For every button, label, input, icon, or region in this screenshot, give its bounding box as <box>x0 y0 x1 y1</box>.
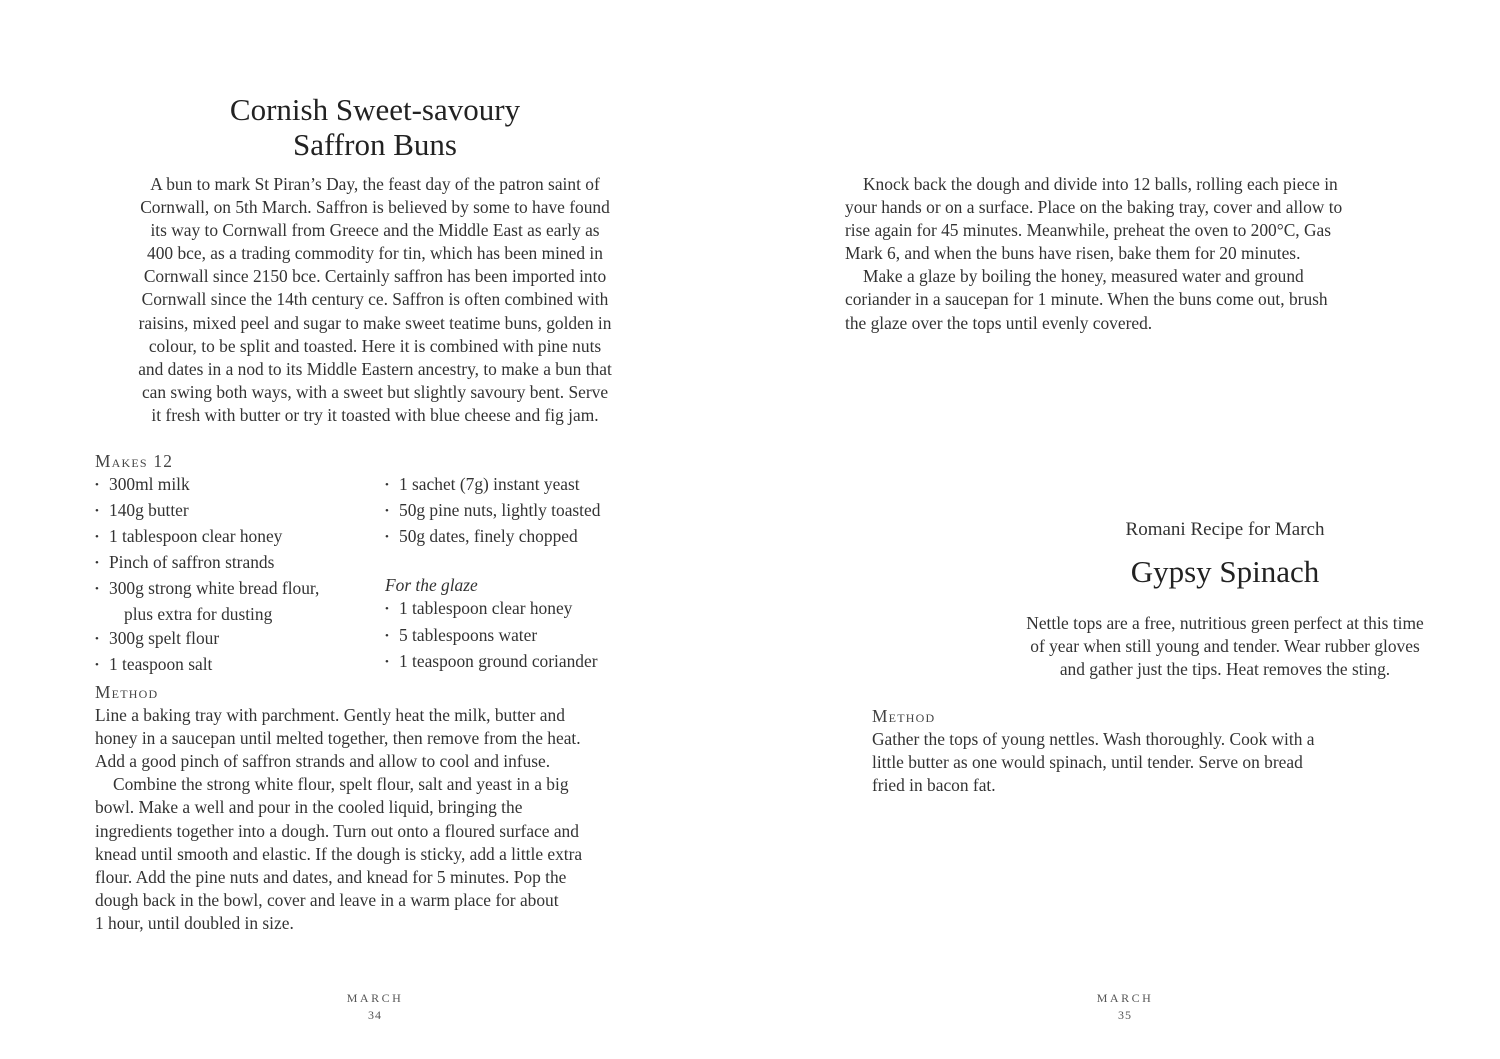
bullet-icon <box>95 653 109 679</box>
ingredients-column-2 <box>385 473 600 676</box>
intro-line: and dates in a nod to its Middle Eastern ancestry, to make a bun that <box>138 358 612 379</box>
footer-month: MARCH <box>1096 991 1154 1005</box>
ingredient-item: •1 sachet (7g) instant yeast <box>385 473 600 499</box>
ingredient-item: •300g strong white bread flour, <box>95 577 319 603</box>
intro-line: it fresh with butter or try it toasted with blue cheese and fig jam. <box>151 404 599 425</box>
bullet-icon <box>95 627 109 653</box>
ingredient-item: •1 tablespoon clear honey <box>95 525 319 551</box>
method-line: the glaze over the tops until evenly covered. <box>845 312 1153 333</box>
recipe-subtitle: Romani Recipe for March <box>1125 519 1325 540</box>
intro-line: of year when still young and tender. Wear rubber gloves <box>1030 636 1420 657</box>
ingredient-item: •1 teaspoon salt <box>95 653 319 679</box>
intro-line: raisins, mixed peel and sugar to make sweet teatime buns, golden in <box>138 312 612 333</box>
page-footer <box>1065 990 1185 1024</box>
glaze-ingredient: •5 tablespoons water <box>385 624 600 650</box>
page-number: 35 <box>1118 1008 1132 1022</box>
method-continuation <box>845 173 1342 335</box>
method-line: Mark 6, and when the buns have risen, bake them for 20 minutes. <box>845 243 1301 264</box>
method-line: knead until smooth and elastic. If the dough is sticky, add a little extra <box>95 843 583 864</box>
method-line: flour. Add the pine nuts and dates, and knead for 5 minutes. Pop the <box>95 866 567 887</box>
recipe-title <box>95 92 655 162</box>
page-footer <box>315 990 435 1024</box>
title-line: Saffron Buns <box>293 127 457 162</box>
method-line: Make a glaze by boiling the honey, measured water and ground <box>863 266 1304 287</box>
method-line: fried in bacon fat. <box>872 775 996 796</box>
bullet-icon <box>95 499 109 525</box>
bullet-icon <box>95 525 109 551</box>
method-line: ingredients together into a dough. Turn out onto a floured surface and <box>95 820 579 841</box>
intro-line: Cornwall since the 14th century ce. Saffron is often combined with <box>141 289 609 310</box>
method-section <box>95 681 582 935</box>
intro-line: A bun to mark St Piran’s Day, the feast day of the patron saint of <box>150 174 600 194</box>
glaze-ingredient: •1 teaspoon ground coriander <box>385 650 600 676</box>
bullet-icon <box>385 624 399 650</box>
recipe-title: Gypsy Spinach <box>1130 554 1320 589</box>
method-line: rise again for 45 minutes. Meanwhile, preheat the oven to 200°C, Gas <box>845 220 1332 241</box>
recipe-intro <box>95 173 655 427</box>
method-heading: Method <box>95 682 159 702</box>
title-line: Cornish Sweet-savoury <box>229 92 521 127</box>
bullet-icon <box>385 473 399 499</box>
bullet-icon <box>385 525 399 551</box>
method-line: Line a baking tray with parchment. Gently heat the milk, butter and <box>95 705 565 726</box>
ingredient-item: •140g butter <box>95 499 319 525</box>
intro-line: and gather just the tips. Heat removes the sting. <box>1059 659 1391 680</box>
method-line: bowl. Make a well and pour in the cooled liquid, bringing the <box>95 797 523 818</box>
method-section <box>872 705 1314 797</box>
ingredient-continuation: plus extra for dusting <box>124 604 273 625</box>
bullet-icon <box>385 499 399 525</box>
ingredients-column-1 <box>95 473 319 679</box>
recipe-intro <box>845 612 1500 681</box>
method-line: dough back in the bowl, cover and leave in a warm place for about <box>95 889 559 910</box>
right-page <box>750 0 1500 1059</box>
bullet-icon <box>95 473 109 499</box>
method-heading: Method <box>872 706 936 726</box>
intro-line: Nettle tops are a free, nutritious green perfect at this time <box>1026 613 1424 633</box>
page-number: 34 <box>368 1008 382 1022</box>
bullet-icon <box>95 551 109 577</box>
ingredient-item: •50g dates, finely chopped <box>385 525 600 551</box>
footer-month: MARCH <box>346 991 404 1005</box>
method-line: Gather the tops of young nettles. Wash thoroughly. Cook with a <box>872 729 1315 750</box>
method-line: coriander in a saucepan for 1 minute. When the buns come out, brush <box>845 289 1328 310</box>
intro-line: 400 bce, as a trading commodity for tin, which has been mined in <box>147 243 603 264</box>
intro-line: its way to Cornwall from Greece and the Middle East as early as <box>150 220 600 241</box>
method-line: Combine the strong white flour, spelt flour, salt and yeast in a big <box>113 774 569 795</box>
ingredient-item: •Pinch of saffron strands <box>95 551 319 577</box>
method-line: Add a good pinch of saffron strands and allow to cool and infuse. <box>95 751 551 772</box>
bullet-icon <box>95 577 109 603</box>
glaze-heading: For the glaze <box>385 575 478 596</box>
ingredient-item: •300g spelt flour <box>95 627 319 653</box>
intro-line: colour, to be split and toasted. Here it is combined with pine nuts <box>148 335 602 356</box>
method-line: little butter as one would spinach, until tender. Serve on bread <box>872 752 1303 773</box>
method-line: honey in a saucepan until melted together, then remove from the heat. <box>95 728 581 749</box>
ingredient-item: •50g pine nuts, lightly toasted <box>385 499 600 525</box>
intro-line: can swing both ways, with a sweet but slightly savoury bent. Serve <box>141 381 609 402</box>
method-line: your hands or on a surface. Place on the baking tray, cover and allow to <box>845 197 1343 218</box>
intro-line: Cornwall since 2150 bce. Certainly saffron has been imported into <box>143 266 607 287</box>
intro-line: Cornwall, on 5th March. Saffron is believed by some to have found <box>140 197 610 218</box>
method-line: 1 hour, until doubled in size. <box>95 912 294 933</box>
method-line: Knock back the dough and divide into 12 balls, rolling each piece in <box>863 174 1338 194</box>
ingredient-item: •300ml milk <box>95 473 319 499</box>
bullet-icon <box>385 597 399 623</box>
glaze-ingredient: •1 tablespoon clear honey <box>385 597 600 623</box>
bullet-icon <box>385 650 399 676</box>
makes-heading: Makes 12 <box>95 451 174 471</box>
